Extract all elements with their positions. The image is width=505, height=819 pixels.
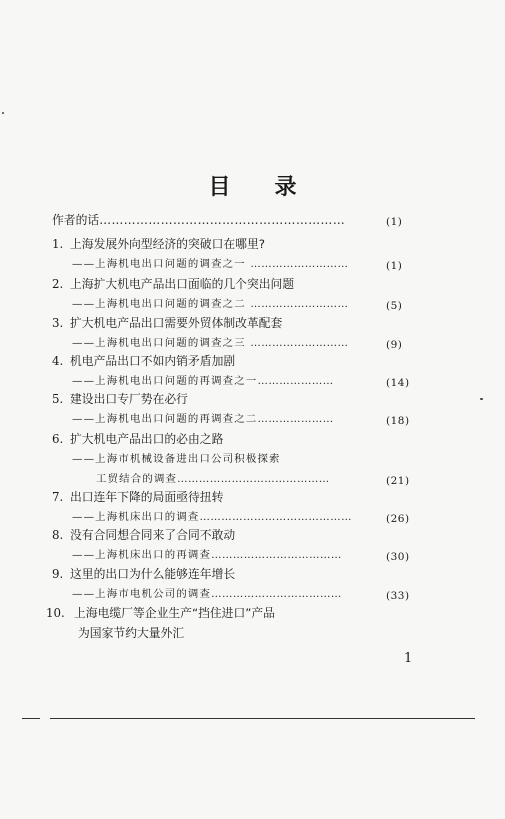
entry-title: 扩大机电产品出口的必由之路 bbox=[70, 432, 224, 446]
toc-foreword bbox=[52, 213, 345, 227]
entry-number: 1. bbox=[52, 237, 64, 251]
bottom-rule bbox=[22, 718, 40, 719]
entry-title: 上海扩大机电产品出口面临的几个突出问题 bbox=[70, 277, 295, 291]
entry-title: 上海电缆厂等企业生产“挡住进口”产品 bbox=[74, 606, 275, 620]
entry-subtitle: ——上海机床出口的再调查……………………………… bbox=[72, 549, 342, 561]
entry-page: (14) bbox=[386, 377, 410, 389]
entry-number: 8. bbox=[52, 528, 64, 542]
entry-title: 上海发展外向型经济的突破口在哪里? bbox=[70, 237, 266, 251]
entry-subtitle-cont: 工贸结合的调查…………………………………… bbox=[96, 473, 330, 485]
page-number: 1 bbox=[404, 651, 413, 666]
page-title bbox=[0, 170, 505, 201]
entry-title: 这里的出口为什么能够连年增长 bbox=[70, 567, 236, 581]
entry-title: 机电产品出口不如内销矛盾加剧 bbox=[70, 354, 236, 368]
entry-page: (18) bbox=[386, 415, 410, 427]
entry-subtitle: ——上海机电出口问题的再调查之二………………… bbox=[72, 413, 334, 425]
entry-title: 建设出口专厂势在必行 bbox=[70, 392, 188, 406]
entry-subtitle: 为国家节约大量外汇 bbox=[78, 626, 185, 640]
scan-speck bbox=[480, 398, 483, 400]
entry-title: 没有合同想合同来了合同不敢动 bbox=[70, 528, 236, 542]
entry-number: 10. bbox=[46, 606, 65, 620]
entry-page: (33) bbox=[386, 590, 410, 602]
foreword-page: (1) bbox=[386, 216, 403, 228]
entry-subtitle: ——上海机床出口的调查…………………………………… bbox=[72, 511, 352, 523]
entry-subtitle: ——上海机电出口问题的再调查之一………………… bbox=[72, 375, 334, 387]
entry-number: 6. bbox=[52, 432, 64, 446]
entry-number: 3. bbox=[52, 316, 64, 330]
entry-page: (5) bbox=[386, 300, 403, 312]
foreword-label: 作者的话 bbox=[52, 213, 100, 227]
entry-page: (9) bbox=[386, 339, 403, 351]
entry-page: (26) bbox=[386, 513, 410, 525]
entry-title: 出口连年下降的局面亟待扭转 bbox=[70, 490, 224, 504]
leader-dots: …………………………………………………… bbox=[99, 213, 346, 227]
entry-subtitle: ——上海机电出口问题的调查之三 ……………………… bbox=[72, 337, 349, 349]
entry-subtitle: ——上海市电机公司的调查……………………………… bbox=[72, 588, 342, 600]
title-char-2: 录 bbox=[274, 175, 297, 200]
entry-number: 4. bbox=[52, 354, 64, 368]
entry-subtitle: ——上海机电出口问题的调查之二 ……………………… bbox=[72, 298, 349, 310]
bottom-rule bbox=[50, 718, 475, 719]
entry-title: 扩大机电产品出口需要外贸体制改革配套 bbox=[70, 316, 283, 330]
scan-speck bbox=[2, 112, 4, 114]
entry-page: (1) bbox=[386, 260, 403, 272]
entry-number: 7. bbox=[52, 490, 64, 504]
entry-number: 2. bbox=[52, 277, 64, 291]
entry-number: 5. bbox=[52, 392, 64, 406]
entry-number: 9. bbox=[52, 567, 64, 581]
title-char-1: 目 bbox=[208, 175, 231, 200]
entry-subtitle: ——上海市机械设备进出口公司积极探索 bbox=[72, 453, 281, 465]
entry-subtitle: ——上海机电出口问题的调查之一 ……………………… bbox=[72, 258, 349, 270]
entry-page: (30) bbox=[386, 551, 410, 563]
entry-page: (21) bbox=[386, 475, 410, 487]
